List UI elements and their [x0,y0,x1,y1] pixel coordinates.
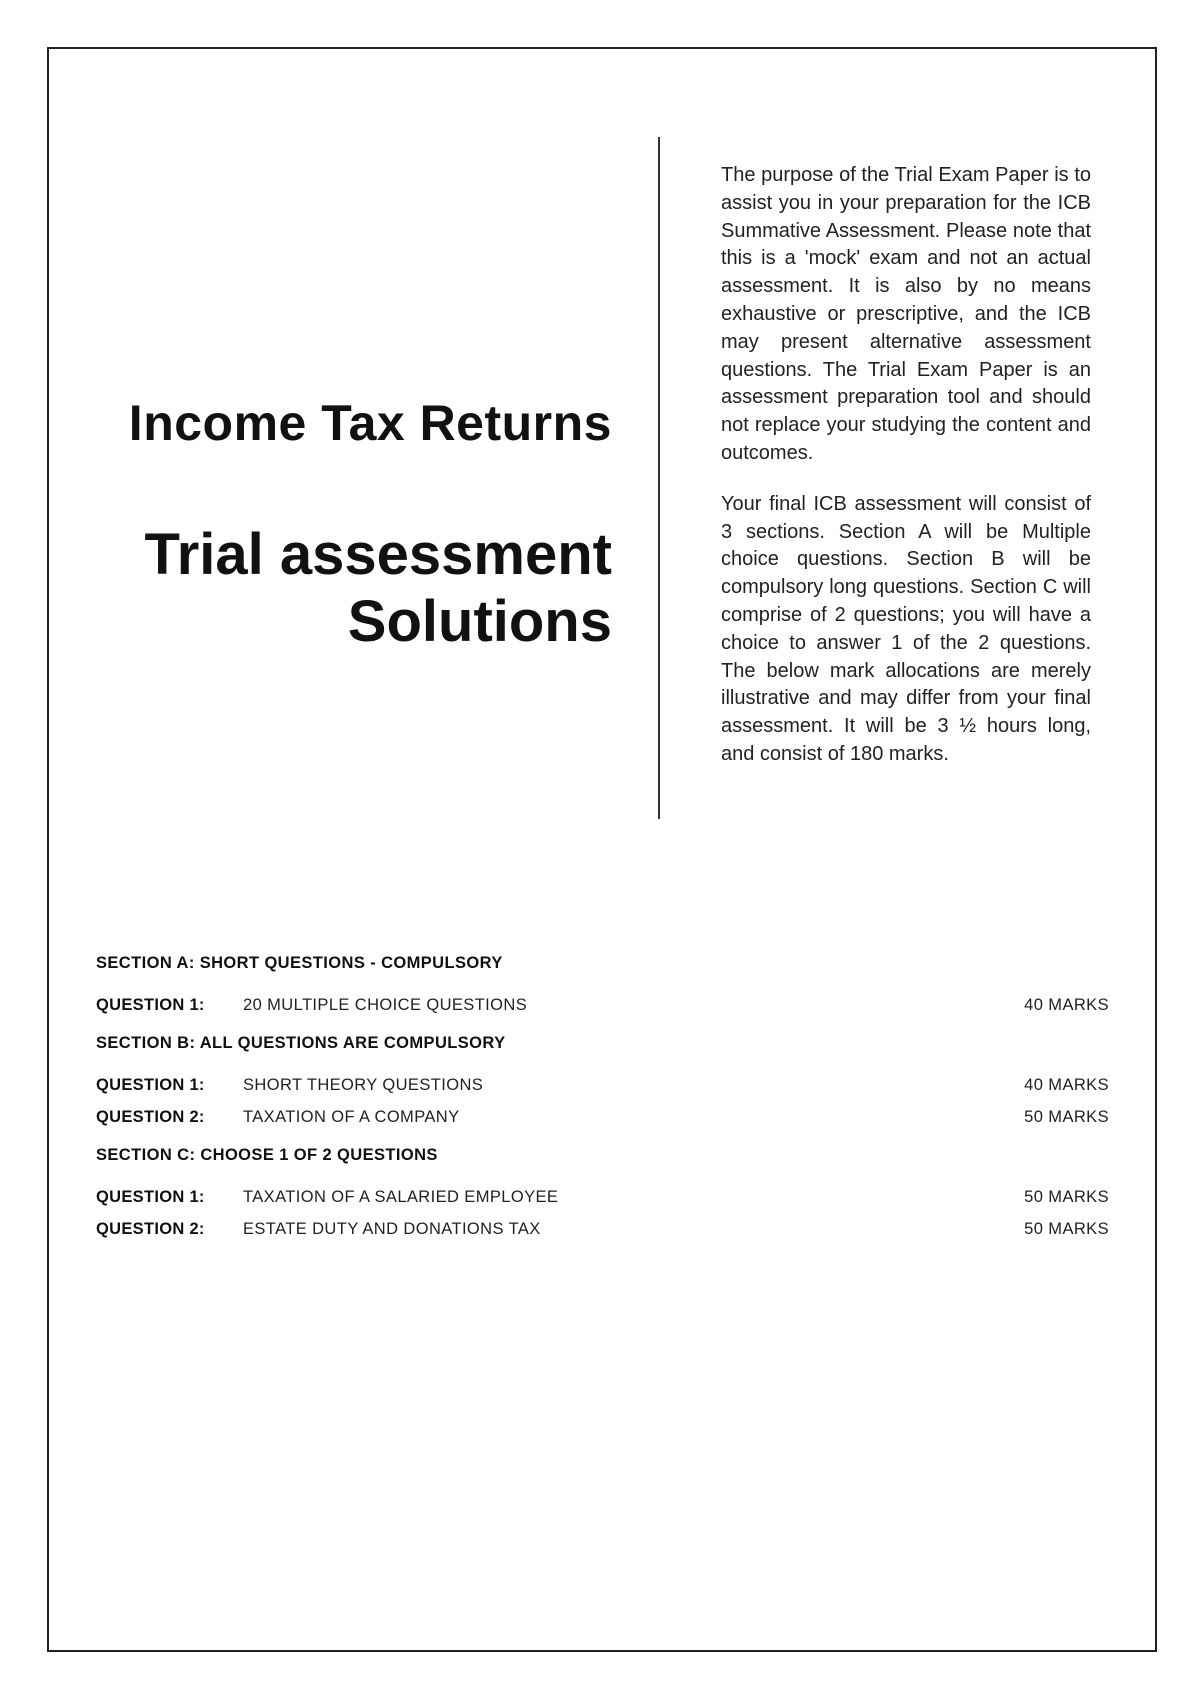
title-block [60,395,612,656]
question-label: QUESTION 2: [96,1108,205,1126]
question-row [96,1104,1109,1136]
document-title-line-1: Trial assessment [144,521,612,587]
section-c [96,1142,1109,1248]
intro-text [721,162,1091,792]
question-marks: 50 MARKS [1024,1108,1109,1126]
section-heading: SECTION B: ALL QUESTIONS ARE COMPULSORY [96,1034,506,1052]
question-marks: 50 MARKS [1024,1188,1109,1206]
sections-list [96,950,1109,1254]
subject-title: Income Tax Returns [128,395,612,451]
question-row [96,1216,1109,1248]
intro-paragraph-structure: Your final ICB assessment will consist of 3 sections. Section A will be Multiple choice questions. Section B will be compulsory long questions. Section C will comprise of 2 questions; you will have a choice to answer 1 of the 2 questions. The below mark allocations are merely illustrative and may differ from your final assessment. It will be 3 ½ hours long, and consist of 180 marks. [721,492,1091,765]
vertical-divider [658,137,660,819]
section-heading: SECTION C: CHOOSE 1 OF 2 QUESTIONS [96,1146,438,1164]
question-marks: 40 MARKS [1024,996,1109,1014]
question-marks: 40 MARKS [1024,1076,1109,1094]
section-b [96,1030,1109,1136]
question-row [96,992,1109,1024]
document-title-line-2: Solutions [347,589,612,655]
section-heading: SECTION A: SHORT QUESTIONS - COMPULSORY [96,954,503,972]
intro-paragraph-purpose: The purpose of the Trial Exam Paper is to assist you in your preparation for the ICB Summative Assessment. Please note that this is a 'mock' exam and not an actual assessment. It is also by no means exhaustive or prescriptive, and the ICB may present alternative assessment questions. The Trial Exam Paper is an assessment preparation tool and should not replace your studying the content and outcomes. [721,164,1091,464]
section-a [96,950,1109,1024]
question-label: QUESTION 1: [96,1188,205,1206]
question-marks: 50 MARKS [1024,1220,1109,1238]
question-label: QUESTION 1: [96,996,205,1014]
question-row [96,1184,1109,1216]
question-description: TAXATION OF A COMPANY [243,1108,460,1126]
document-title [60,521,612,657]
question-description: 20 MULTIPLE CHOICE QUESTIONS [243,996,528,1014]
question-row [96,1072,1109,1104]
question-description: TAXATION OF A SALARIED EMPLOYEE [243,1188,559,1206]
question-label: QUESTION 2: [96,1220,205,1238]
question-label: QUESTION 1: [96,1076,205,1094]
question-description: SHORT THEORY QUESTIONS [243,1076,484,1094]
question-description: ESTATE DUTY AND DONATIONS TAX [243,1220,541,1238]
